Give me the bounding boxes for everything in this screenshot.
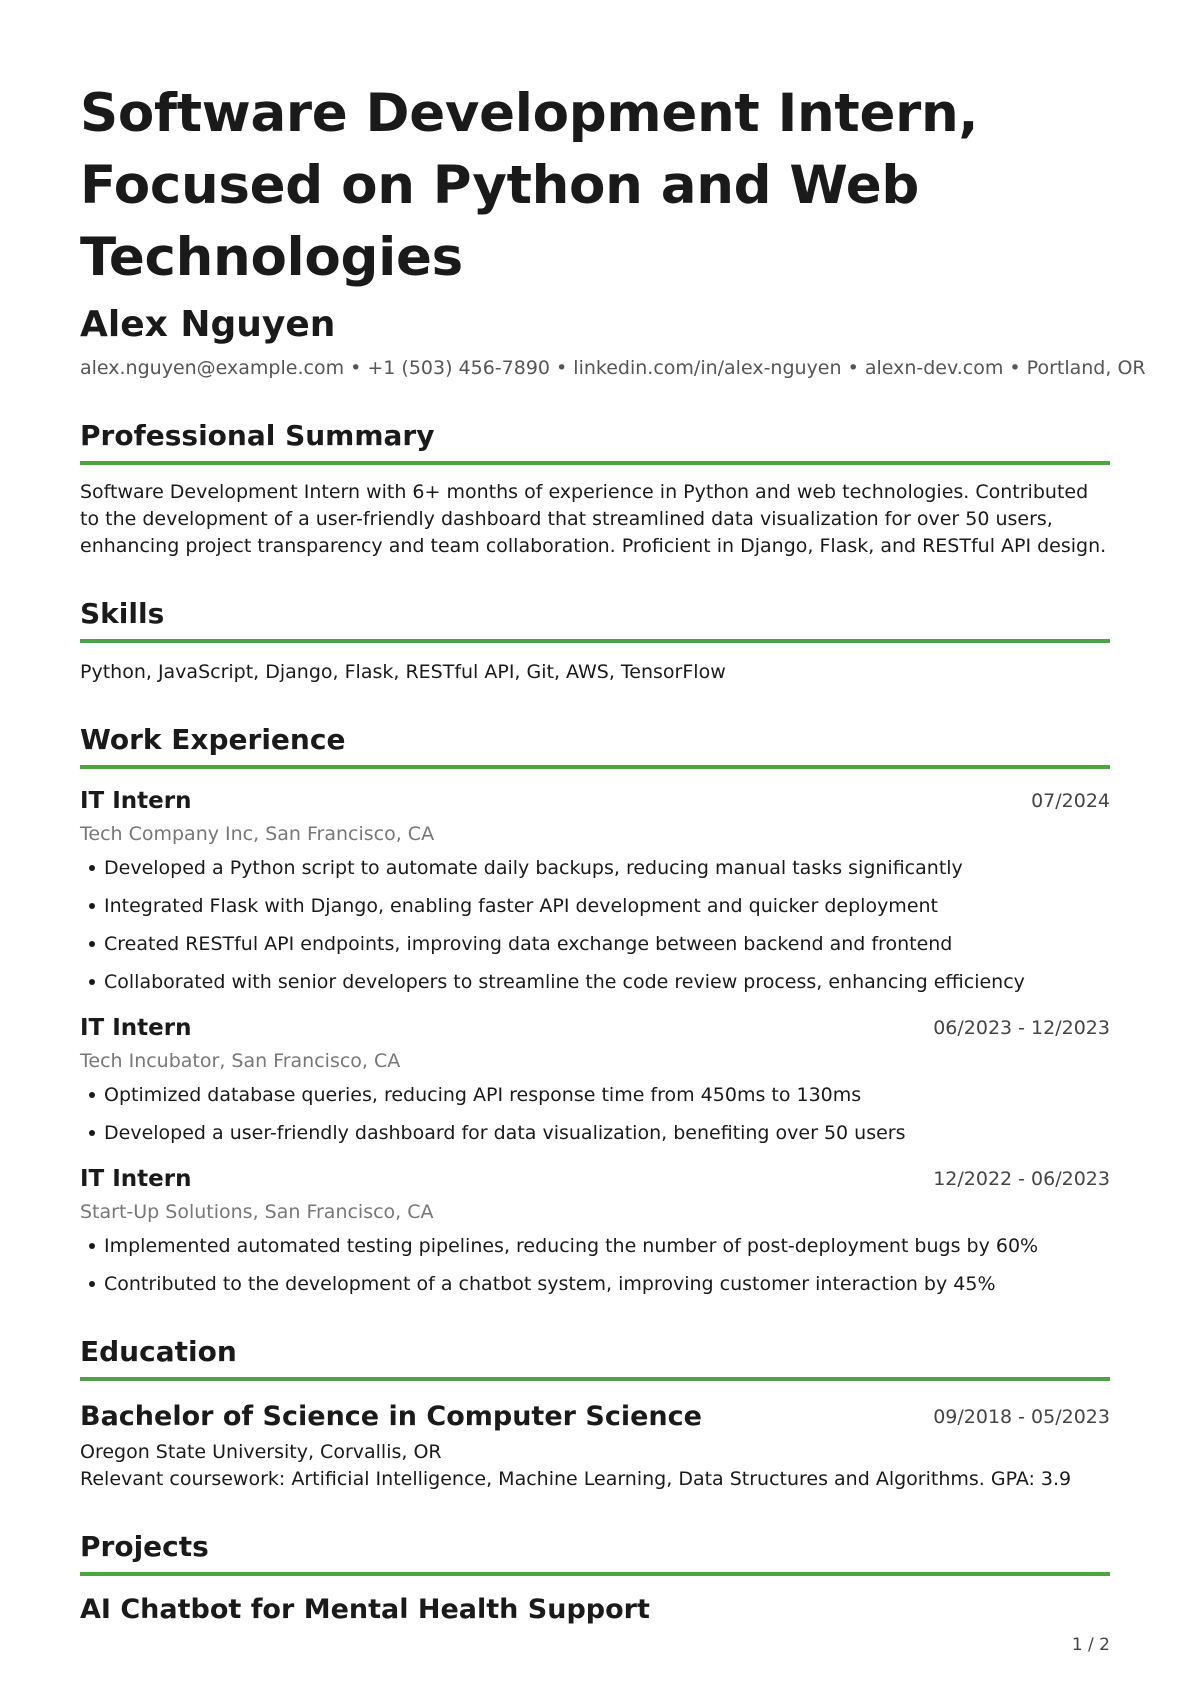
bullet-text: Contributed to the development of a chatbot system, improving customer interaction by 45% — [104, 1273, 996, 1295]
job-entry — [80, 1163, 1110, 1298]
bullet-dot-icon — [89, 1243, 95, 1249]
bullet-text: Collaborated with senior developers to streamline the code review process, enhancing efficiency — [104, 971, 1025, 993]
section-heading-experience: Work Experience — [80, 721, 1110, 769]
job-bullets — [80, 1081, 1110, 1147]
bullet-item — [80, 1119, 1110, 1147]
projects-section — [80, 1528, 1110, 1628]
job-date: 07/2024 — [1031, 790, 1110, 812]
bullet-dot-icon — [89, 1092, 95, 1098]
section-heading-skills: Skills — [80, 595, 1110, 643]
bullet-text: Integrated Flask with Django, enabling faster API development and quicker deployment — [104, 895, 938, 917]
bullet-dot-icon — [89, 1130, 95, 1136]
skills-list: Python, JavaScript, Django, Flask, RESTful API, Git, AWS, TensorFlow — [80, 661, 726, 683]
job-entry — [80, 1012, 1110, 1147]
bullet-item — [80, 968, 1110, 996]
contact-line: alex.nguyen@example.com • +1 (503) 456-7890 • linkedin.com/in/alex-nguyen • alexn-dev.com • Portland, OR — [80, 357, 1146, 379]
bullet-text: Created RESTful API endpoints, improving data exchange between backend and frontend — [104, 933, 953, 955]
job-title: IT Intern — [80, 1015, 192, 1041]
education-date: 09/2018 - 05/2023 — [933, 1406, 1110, 1428]
job-date: 06/2023 - 12/2023 — [933, 1017, 1110, 1039]
experience-section — [80, 721, 1110, 1298]
bullet-dot-icon — [89, 979, 95, 985]
bullet-text: Implemented automated testing pipelines, reducing the number of post-deployment bugs by 60% — [104, 1235, 1039, 1257]
skills-section — [80, 595, 1110, 686]
bullet-item — [80, 930, 1110, 958]
job-title: IT Intern — [80, 788, 192, 814]
bullet-item — [80, 892, 1110, 920]
bullet-dot-icon — [89, 1281, 95, 1287]
resume-page — [80, 78, 1146, 1628]
education-degree: Bachelor of Science in Computer Science — [80, 1401, 702, 1432]
bullet-text: Optimized database queries, reducing API response time from 450ms to 130ms — [104, 1084, 862, 1106]
job-bullets — [80, 1232, 1110, 1298]
job-title: IT Intern — [80, 1166, 192, 1192]
bullet-item — [80, 1270, 1110, 1298]
page-number: 1 / 2 — [1071, 1635, 1110, 1655]
bullet-dot-icon — [89, 903, 95, 909]
section-heading-summary: Professional Summary — [80, 417, 1110, 465]
candidate-name: Alex Nguyen — [80, 304, 336, 345]
job-bullets — [80, 854, 1110, 996]
project-title: AI Chatbot for Mental Health Support — [80, 1594, 650, 1625]
bullet-item — [80, 854, 1110, 882]
resume-title: Software Development Intern, Focused on Python and Web Technologies — [80, 83, 979, 288]
job-date: 12/2022 - 06/2023 — [933, 1168, 1110, 1190]
education-coursework: Relevant coursework: Artificial Intelligence, Machine Learning, Data Structures and Algorithms. GPA: 3.9 — [80, 1468, 1072, 1490]
job-company: Tech Incubator, San Francisco, CA — [80, 1050, 401, 1072]
bullet-dot-icon — [89, 941, 95, 947]
bullet-text: Developed a Python script to automate daily backups, reducing manual tasks significantly — [104, 857, 963, 879]
summary-section — [80, 417, 1110, 560]
section-heading-education: Education — [80, 1333, 1110, 1381]
job-company: Start-Up Solutions, San Francisco, CA — [80, 1201, 434, 1223]
bullet-dot-icon — [89, 865, 95, 871]
job-company: Tech Company Inc, San Francisco, CA — [80, 823, 435, 845]
summary-text: Software Development Intern with 6+ months of experience in Python and web technologies. Contributed to the development of a user-friendly dashboard that streamlined data visualization for over 50 users, enhancing project transparency and team collaboration. Proficient in Django, Flask, and RESTful API design. — [80, 481, 1107, 557]
bullet-item — [80, 1081, 1110, 1109]
education-entry — [80, 1399, 1110, 1493]
education-school: Oregon State University, Corvallis, OR — [80, 1441, 442, 1463]
education-section — [80, 1333, 1110, 1493]
bullet-item — [80, 1232, 1110, 1260]
section-heading-projects: Projects — [80, 1528, 1110, 1576]
job-entry — [80, 785, 1110, 996]
bullet-text: Developed a user-friendly dashboard for data visualization, benefiting over 50 users — [104, 1122, 906, 1144]
